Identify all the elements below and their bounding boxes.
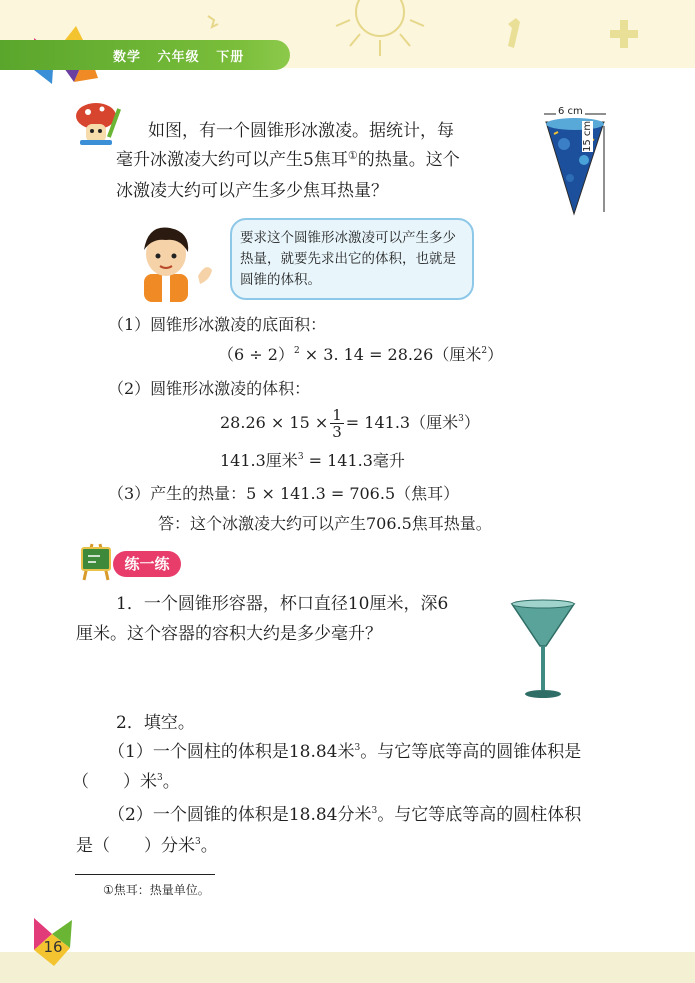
footnote-divider — [75, 874, 215, 875]
footnote-text: ①焦耳：热量单位。 — [103, 883, 210, 897]
question-2-2-line-2: 是（ ）分米$^3$。 — [76, 836, 218, 856]
cone-glass-figure — [508, 598, 578, 702]
mushroom-character-icon — [72, 100, 124, 148]
easel-icon — [76, 540, 116, 582]
question-2-1-line-1: （1）一个圆柱的体积是18.84米$^3$。与它等底等高的圆锥体积是 — [108, 742, 582, 762]
question-1-line-1: 1．一个圆锥形容器，杯口直径10厘米，深6 — [116, 594, 449, 614]
solution-step-1-expression: $(6 \div 2)^2 \times 3$. 14 = 28.26（厘米$^2$） — [218, 345, 504, 364]
cone-width-label: 6 cm — [558, 106, 583, 117]
footer-background — [0, 952, 695, 983]
header-title: 数学 六年级 下册 — [113, 50, 245, 65]
question-1-line-2: 厘米。这个容器的容积大约是多少毫升？ — [76, 624, 382, 644]
question-2-title: 2．填空。 — [116, 713, 195, 733]
solution-step-3: （3）产生的热量：5 × 141.3 = 706.5（焦耳） — [108, 484, 460, 503]
problem-line-1: 如图，有一个圆锥形冰激凌。据统计，每 — [148, 121, 454, 141]
page-number: 16 — [43, 938, 63, 956]
cone-height-label: 15 cm — [582, 120, 593, 152]
ice-cream-cone-figure — [540, 104, 620, 218]
solution-step-1-label: （1）圆锥形冰激凌的底面积： — [108, 315, 327, 334]
problem-line-3: 冰激凌大约可以产生多少焦耳热量？ — [116, 181, 388, 201]
question-2-1-line-2: （ ）米$^3$。 — [72, 772, 180, 792]
solution-step-2-conversion: 141.3厘米$^3$ = 141.3毫升 — [220, 451, 405, 470]
boy-character-icon — [128, 222, 220, 302]
problem-line-2: 毫升冰激凌大约可以产生5焦耳①的热量。这个 — [116, 149, 460, 170]
question-2-2-line-1: （2）一个圆锥的体积是18.84分米$^3$。与它等底等高的圆柱体积 — [108, 805, 582, 825]
solution-step-2-label: （2）圆锥形冰激凌的体积： — [108, 379, 311, 398]
practice-title-badge: 练一练 — [113, 551, 181, 577]
footnote-mark: ① — [347, 149, 358, 162]
solution-answer: 答：这个冰激凌大约可以产生706.5焦耳热量。 — [158, 514, 492, 533]
solution-step-2-expression: 28.26 × 15 × $\frac{1}{3}$ = 141.3（厘米$^3$） — [220, 406, 480, 441]
fraction-one-third: $\frac{1}{3}$ — [332, 406, 342, 441]
hint-text: 要求这个圆锥形冰激凌可以产生多少热量，就要先求出它的体积，也就是圆锥的体积。 — [240, 230, 456, 288]
